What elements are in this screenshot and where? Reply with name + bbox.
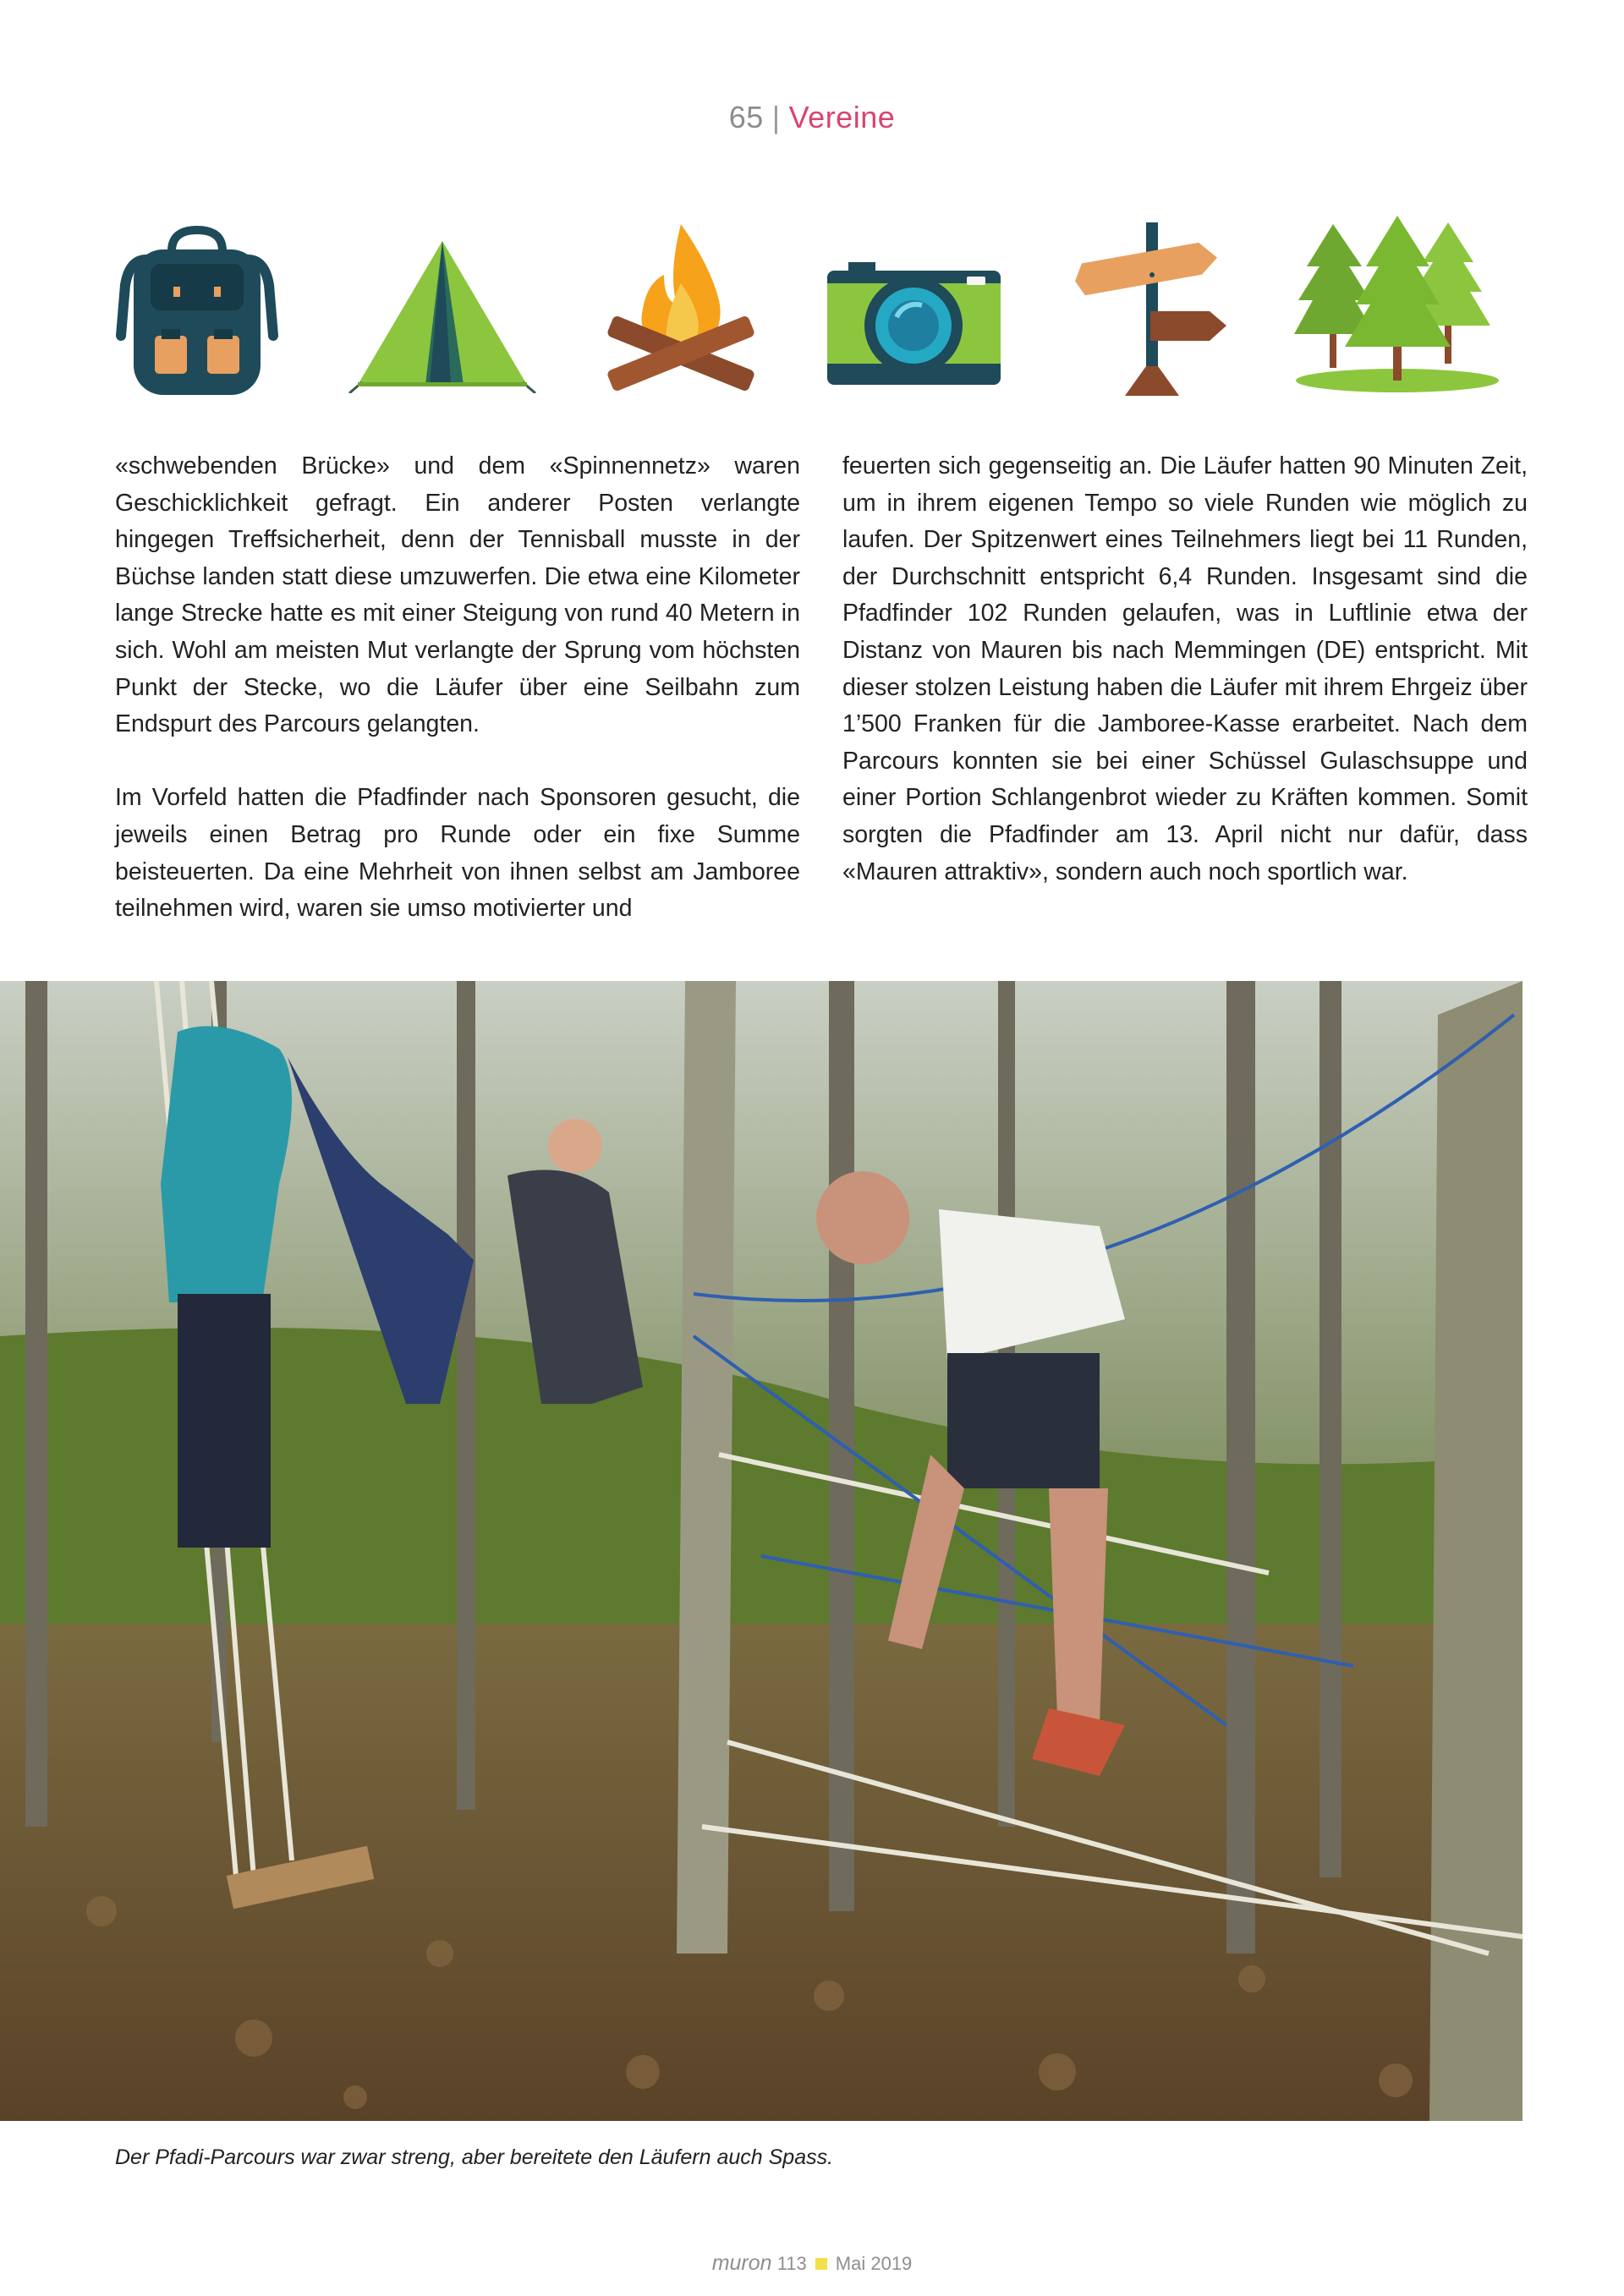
signpost-icon	[1074, 222, 1235, 396]
page-footer	[0, 2251, 1624, 2276]
trees-icon	[1294, 216, 1501, 397]
article-column-left	[115, 448, 800, 928]
article-paragraph: feuerten sich gegenseitig an. Die Läufer hatten 90 Minuten Zeit, um in ihrem eigenen Tempo so viele Runden wie möglich zu laufen. Der Spitzenwert eines Teilnehmers liegt bei 11 Runden, der Durchschnitt entspricht 6,4 Runden. Insgesamt sind die Pfadfinder 102 Runden gelaufen, was in Luftlinie etwa der Distanz von Mauren bis nach Memmingen (DE) entspricht. Mit dieser stolzen Leistung haben die Läufer mit ihrem Ehrgeiz über 1’500 Franken für die Jamboree-Kasse erarbeitet. Nach dem Parcours konnten sie bei einer Schüssel Gulaschsuppe und einer Portion Schlangenbrot wieder zu Kräften kommen. Somit sorgten die Pfadfinder am 13. April nicht nur dafür, dass «Mauren attraktiv», sondern auch noch sportlich war.	[842, 452, 1528, 885]
page-number: 65	[728, 100, 764, 134]
icon-row	[0, 216, 1624, 397]
page-header	[0, 100, 1624, 135]
tent-icon	[345, 237, 540, 393]
article-paragraph: Im Vorfeld hatten die Pfadfinder nach Sponsoren gesucht, die jeweils einen Betrag pro Runde oder ein fixe Summe beisteuerten. Da eine Mehrheit von ihnen selbst am Jamboree teilnehmen wird, waren sie umso motivierter und	[115, 784, 800, 923]
article-paragraph: «schwebenden Brücke» und dem «Spinnennetz» waren Geschicklichkeit gefragt. Ein anderer Posten verlangte hingegen Treffsicherheit, denn der Tennisball musste in der Büchse landen statt diese umzuwerfen. Die etwa eine Kilometer lange Strecke hatte es mit einer Steigung von rund 40 Metern in sich. Wohl am meisten Mut verlangte der Sprung vom höchsten Punkt der Stecke, wo die Läufer über eine Seilbahn zum Endspurt des Parcours gelangten.	[115, 452, 800, 738]
backpack-icon	[112, 226, 282, 395]
photo-caption: Der Pfadi-Parcours war zwar streng, aber bereitete den Läufern auch Spass.	[115, 2145, 834, 2169]
header-separator: |	[771, 100, 781, 134]
magazine-name: muron	[711, 2251, 772, 2275]
article-photo	[0, 981, 1522, 2121]
issue-number: 113	[776, 2253, 807, 2274]
camera-icon	[827, 258, 1001, 385]
campfire-icon	[601, 216, 761, 393]
footer-square-icon	[815, 2258, 827, 2270]
article-column-right	[842, 448, 1528, 890]
section-title: Vereine	[788, 100, 896, 134]
issue-date: Mai 2019	[835, 2253, 913, 2274]
